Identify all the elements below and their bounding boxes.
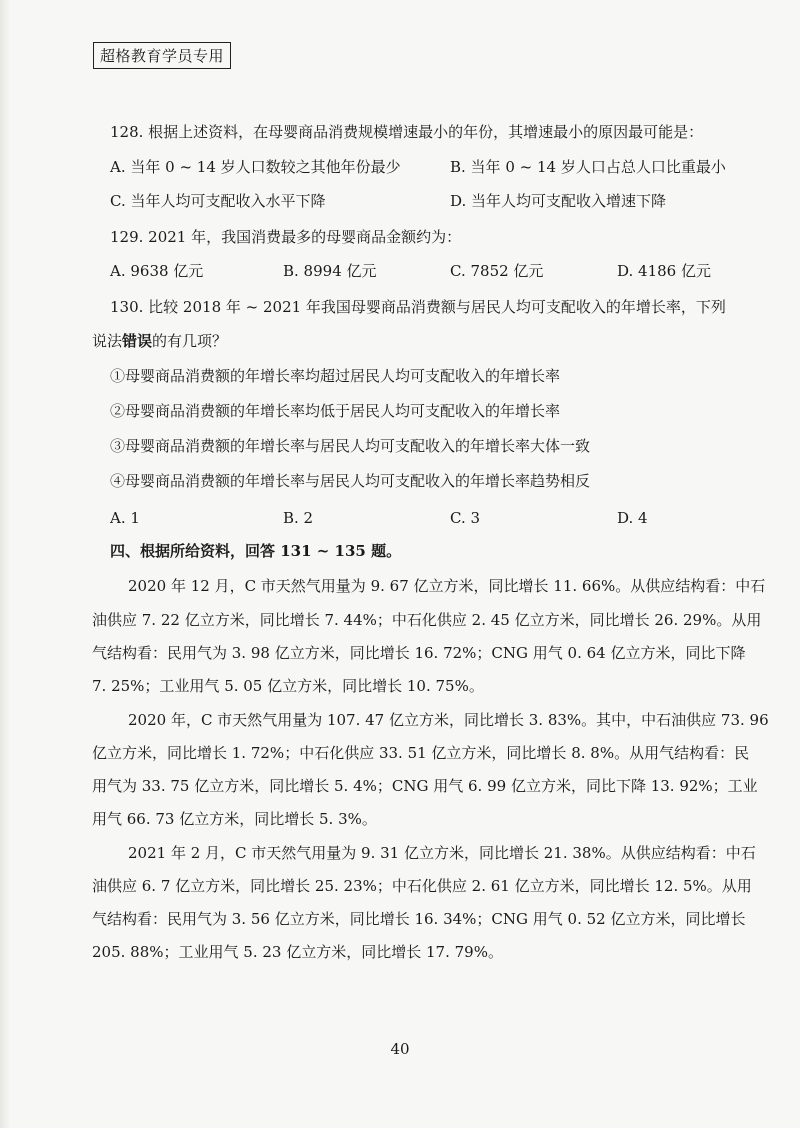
q128-option-d: D. 当年人均可支配收入增速下降 <box>450 192 667 210</box>
q130-stem-emphasis: 错误 <box>122 332 153 350</box>
scan-edge <box>0 0 10 1128</box>
q130-statement-2: ②母婴商品消费额的年增长率均低于居民人均可支配收入的年增长率 <box>110 402 561 420</box>
q130-statement-3: ③母婴商品消费额的年增长率与居民人均可支配收入的年增长率大体一致 <box>110 437 591 455</box>
q128-option-c: C. 当年人均可支配收入水平下降 <box>110 192 326 210</box>
para1-line1: 2020 年 12 月，C 市天然气用量为 9. 67 亿立方米，同比增长 11. 66%。从供应结构看：中石 <box>128 577 766 595</box>
para2-line4: 用气 66. 73 亿立方米，同比增长 5. 3%。 <box>92 810 377 828</box>
para1-line2: 油供应 7. 22 亿立方米，同比增长 7. 44%；中石化供应 2. 45 亿立方米，同比增长 26. 29%。从用 <box>92 611 762 629</box>
q130-statement-1: ①母婴商品消费额的年增长率均超过居民人均可支配收入的年增长率 <box>110 367 561 385</box>
para3-line4: 205. 88%；工业用气 5. 23 亿立方米，同比增长 17. 79%。 <box>92 943 503 961</box>
para1-line4: 7. 25%；工业用气 5. 05 亿立方米，同比增长 10. 75%。 <box>92 677 484 695</box>
q129-option-c: C. 7852 亿元 <box>450 262 544 280</box>
q128-stem: 128. 根据上述资料，在母婴商品消费规模增速最小的年份，其增速最小的原因最可能是： <box>110 123 704 141</box>
para2-line3: 用气为 33. 75 亿立方米，同比增长 5. 4%；CNG 用气 6. 99 亿立方米，同比下降 13. 92%；工业 <box>92 777 758 795</box>
para3-line1: 2021 年 2 月，C 市天然气用量为 9. 31 亿立方米，同比增长 21. 38%。从供应结构看：中石 <box>128 844 756 862</box>
q130-stem-line2 <box>92 331 227 351</box>
q129-option-d: D. 4186 亿元 <box>617 262 711 280</box>
para2-line2: 亿立方米，同比增长 1. 72%；中石化供应 33. 51 亿立方米，同比增长 8. 8%。从用气结构看：民 <box>92 744 750 762</box>
page-number: 40 <box>390 1040 410 1058</box>
para1-line3: 气结构看：民用气为 3. 98 亿立方米，同比增长 16. 72%；CNG 用气 0. 64 亿立方米，同比下降 <box>92 644 746 662</box>
para2-line1: 2020 年，C 市天然气用量为 107. 47 亿立方米，同比增长 3. 83%。其中，中石油供应 73. 96 <box>128 711 769 729</box>
q130-stem-pre: 说法 <box>92 332 123 350</box>
q129-option-b: B. 8994 亿元 <box>283 262 377 280</box>
section4-title: 四、根据所给资料，回答 131 ~ 135 题。 <box>110 542 402 560</box>
q130-option-a: A. 1 <box>110 509 140 527</box>
q129-stem: 129. 2021 年，我国消费最多的母婴商品金额约为： <box>110 228 462 246</box>
q130-stem-line1: 130. 比较 2018 年 ~ 2021 年我国母婴商品消费额与居民人均可支配收入的年增长率，下列 <box>110 298 726 316</box>
q128-option-b: B. 当年 0 ~ 14 岁人口占总人口比重最小 <box>450 158 726 176</box>
header-label: 超格教育学员专用 <box>93 42 231 69</box>
q130-option-c: C. 3 <box>450 509 481 527</box>
q130-stem-post: 的有几项？ <box>152 332 228 350</box>
q128-option-a: A. 当年 0 ~ 14 岁人口数较之其他年份最少 <box>110 158 401 176</box>
para3-line2: 油供应 6. 7 亿立方米，同比增长 25. 23%；中石化供应 2. 61 亿立方米，同比增长 12. 5%。从用 <box>92 877 752 895</box>
q129-option-a: A. 9638 亿元 <box>110 262 204 280</box>
q130-option-d: D. 4 <box>617 509 648 527</box>
para3-line3: 气结构看：民用气为 3. 56 亿立方米，同比增长 16. 34%；CNG 用气 0. 52 亿立方米，同比增长 <box>92 910 746 928</box>
q130-statement-4: ④母婴商品消费额的年增长率与居民人均可支配收入的年增长率趋势相反 <box>110 472 591 490</box>
q130-option-b: B. 2 <box>283 509 314 527</box>
